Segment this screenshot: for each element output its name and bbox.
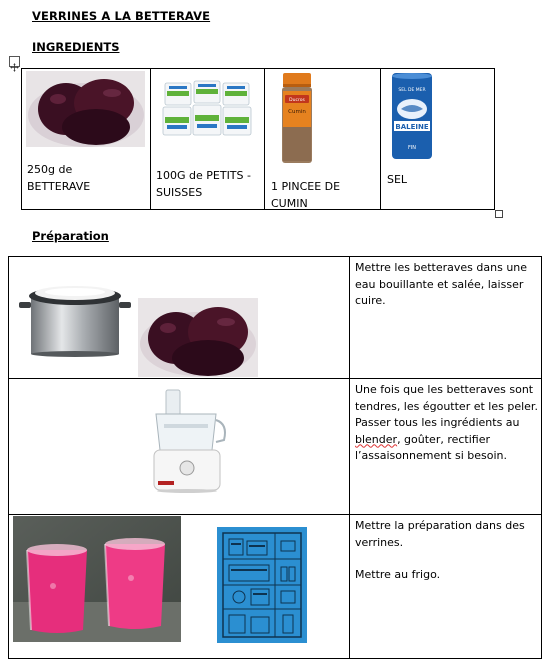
salt-brand-text: BALEINE [395, 123, 429, 131]
beetroot-photo [138, 298, 258, 377]
paragraph-spacer [355, 551, 539, 567]
step-image-cell [9, 379, 350, 514]
preparation-table [8, 256, 542, 659]
preparation-heading: Préparation [32, 229, 109, 243]
step-2-text [355, 382, 539, 465]
ingredient-label-line: 1 PINCEE DE [271, 180, 341, 193]
ingredients-heading: INGREDIENTS [32, 40, 120, 54]
petits-suisses-photo [161, 77, 253, 139]
step-instruction: Mettre au frigo. [355, 568, 441, 581]
table-move-handle-icon[interactable] [9, 56, 20, 67]
salt-box-photo [389, 71, 435, 161]
spellcheck-flagged-word[interactable]: blender [355, 432, 398, 446]
step-image-cell [9, 515, 350, 658]
ingredient-label-cumin [271, 178, 340, 212]
step-instruction-part: , goûter, rectifier l’assaisonnement si besoin. [355, 432, 508, 462]
beetroot-photo [26, 71, 145, 147]
ingredient-cell-salt [381, 69, 494, 209]
ingredient-label-beetroot [27, 161, 90, 195]
fridge-illustration [217, 527, 307, 643]
ingredient-cell-cumin [265, 69, 381, 209]
step-instruction [355, 415, 539, 465]
food-processor-photo [150, 388, 230, 494]
verrines-photo [13, 516, 181, 642]
step-3-text [355, 518, 539, 584]
cumin-name-text: Cumin [288, 109, 306, 115]
step-instruction: Mettre la préparation dans des verrines. [355, 519, 525, 549]
cumin-jar-photo [277, 71, 317, 165]
cumin-brand-text: Ducros [289, 98, 305, 103]
preparation-step-2 [9, 379, 541, 515]
recipe-title: VERRINES A LA BETTERAVE [32, 9, 211, 23]
ingredient-label-line: 250g de [27, 163, 73, 176]
cooking-pot-photo [19, 278, 131, 358]
ingredient-label-line: BETTERAVE [27, 180, 91, 193]
preparation-step-1 [9, 257, 541, 379]
ingredient-cell-petits-suisses [151, 69, 265, 209]
salt-top-text: SEL DE MER [398, 88, 426, 93]
step-instruction: Mettre les betteraves dans une eau bouillante et salée, laisser cuire. [355, 261, 528, 307]
step-image-cell [9, 257, 350, 378]
salt-bottom-text: FIN [407, 145, 417, 151]
step-1-text [355, 260, 539, 310]
table-resize-handle[interactable] [495, 210, 503, 218]
ingredient-label-petits-suisses [156, 167, 251, 201]
move-arrows-icon [10, 63, 19, 72]
ingredient-label-line: SEL [387, 173, 408, 186]
ingredient-label-line: SUISSES [156, 186, 203, 199]
preparation-step-3 [9, 515, 541, 658]
ingredient-label-salt [387, 171, 407, 188]
step-instruction: Une fois que les betteraves sont tendres, les égoutter et les peler. [355, 383, 538, 413]
ingredient-label-line: 100G de PETITS - [156, 169, 251, 182]
step-instruction-part: Passer tous les ingrédients au [355, 416, 520, 429]
ingredients-table [21, 68, 495, 210]
ingredient-label-line: CUMIN [271, 197, 308, 210]
ingredient-cell-beetroot [22, 69, 151, 209]
